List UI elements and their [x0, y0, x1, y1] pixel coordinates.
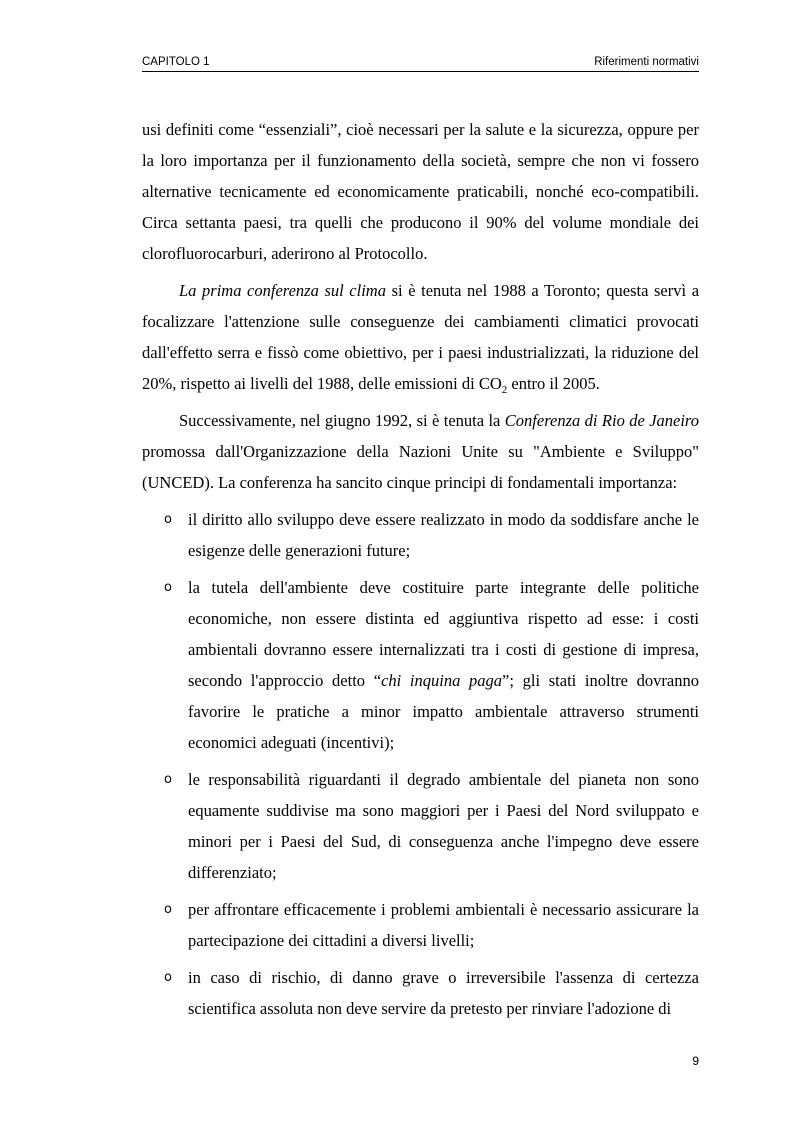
bullet-icon: o: [164, 772, 172, 787]
paragraph-2: [142, 275, 699, 399]
list-item: [142, 572, 699, 758]
paragraph-3-text-b: promossa dall'Organizzazione della Nazioni Unite su "Ambiente e Sviluppo" (UNCED). La conferenza ha sancito cinque principi di fondamentali importanza:: [142, 442, 699, 492]
list-item-text: in caso di rischio, di danno grave o irreversibile l'assenza di certezza scientifica assoluta non deve servire da pretesto per rinviare l'adozione di: [188, 968, 699, 1018]
list-item-text-b: ”; gli stati inoltre dovranno favorire le pratiche a minor impatto ambientale attraverso strumenti economici adeguati (incentivi);: [188, 671, 700, 752]
paragraph-1-text: usi definiti come “essenziali”, cioè necessari per la salute e la sicurezza, oppure per la loro importanza per il funzionamento della società, sempre che non vi fossero alternative tecnicamente ed economicamente praticabili, nonché eco-compatibili. Circa settanta paesi, tra quelli che producono il 90% del volume mondiale dei clorofluorocarburi, aderirono al Protocollo.: [142, 120, 699, 263]
list-item: [142, 764, 699, 888]
bullet-icon: o: [164, 970, 172, 985]
chapter-label: CAPITOLO 1: [142, 56, 210, 68]
list-item-italic: chi inquina paga: [381, 671, 503, 690]
list-item-text: per affrontare efficacemente i problemi ambientali è necessario assicurare la partecipazione dei cittadini a diversi livelli;: [188, 900, 699, 950]
co2-subscript: 2: [501, 384, 508, 396]
principles-list: [142, 504, 699, 1024]
page-number: 9: [692, 1054, 699, 1068]
list-item: [142, 504, 699, 566]
paragraph-2-italic: La prima conferenza sul clima: [179, 281, 386, 300]
list-item: [142, 962, 699, 1024]
paragraph-3-text-a: Successivamente, nel giugno 1992, si è tenuta la: [179, 411, 505, 430]
paragraph-1: [142, 114, 699, 269]
paragraph-2-text-a: si è tenuta nel 1988 a Toronto; questa servì a focalizzare l'attenzione sulle conseguenze dei cambiamenti climatici provocati dall'effetto serra e fissò come obiettivo, per i paesi industrializzati, la riduzione del 20%, rispetto ai livelli del 1988, delle emissioni di CO: [142, 281, 700, 393]
list-item-text: le responsabilità riguardanti il degrado ambientale del pianeta non sono equamente suddivise ma sono maggiori per i Paesi del Nord sviluppato e minori per i Paesi del Sud, di conseguenza anche l'impegno deve essere differenziato;: [188, 770, 699, 882]
list-item-text-a: la tutela dell'ambiente deve costituire parte integrante delle politiche economiche, non essere distinta ed aggiuntiva rispetto ad esse: i costi ambientali dovranno essere internalizzati tra i costi di gestione di impresa, secondo l'approccio detto “: [188, 578, 699, 690]
list-item: [142, 894, 699, 956]
page-header: [142, 55, 699, 72]
paragraph-3-italic: Conferenza di Rio de Janeiro: [504, 411, 699, 430]
bullet-icon: o: [164, 512, 172, 527]
list-item-text: il diritto allo sviluppo deve essere realizzato in modo da soddisfare anche le esigenze delle generazioni future;: [188, 510, 699, 560]
document-body: [142, 114, 699, 1030]
section-title: Riferimenti normativi: [594, 56, 699, 68]
paragraph-2-text-b: entro il 2005.: [507, 374, 600, 393]
paragraph-3: [142, 405, 699, 498]
bullet-icon: o: [164, 580, 172, 595]
bullet-icon: o: [164, 902, 172, 917]
